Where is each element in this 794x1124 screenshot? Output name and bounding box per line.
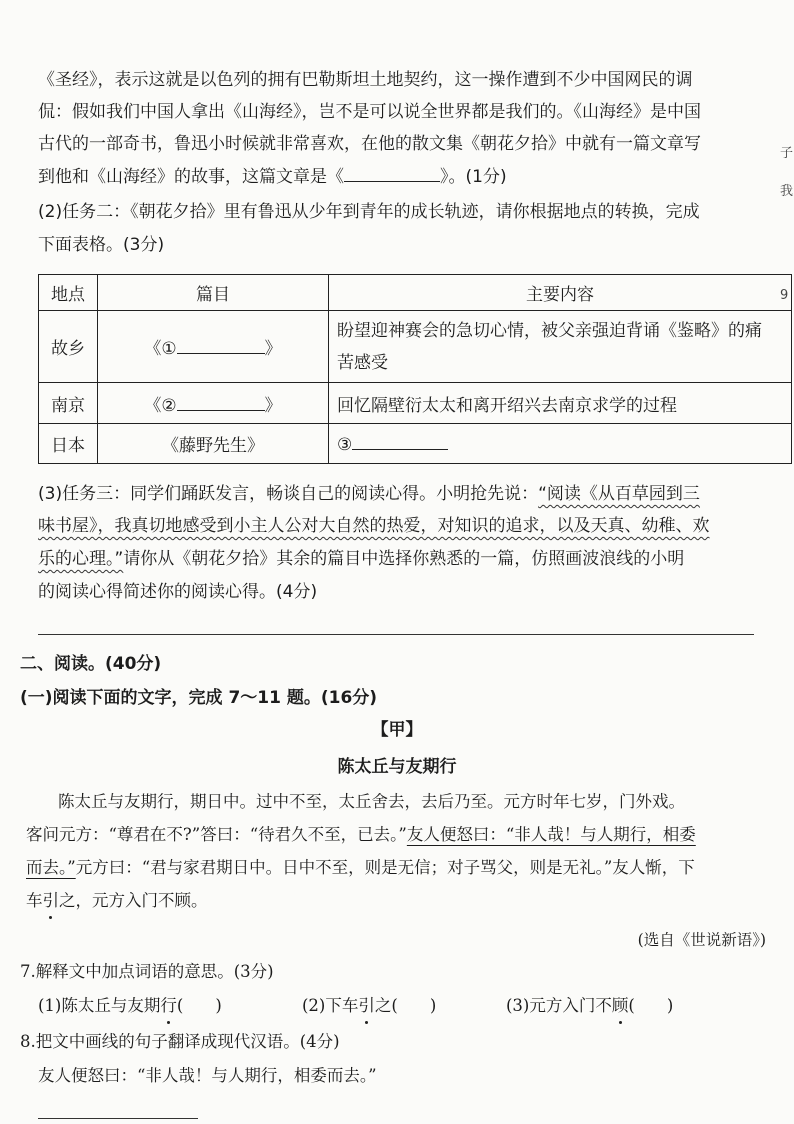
task3-line-1 [38,482,700,506]
row1-title-close: 》 [264,339,282,359]
essay-title: 陈太丘与友期行 [337,757,457,777]
passage-mark: 【甲】 [371,720,423,740]
wavy-quote-1: “阅读《从百草园到三 [538,484,700,504]
row3-title: 《藤野先生》 [98,424,329,464]
table-row [39,311,792,383]
table-header-row [39,275,792,311]
q8-sentence: 友人便怒曰：“非人哉！与人期行，相委而去。” [38,1066,377,1085]
q7-item-2-pre: (2)下车 [302,996,359,1015]
row1-place: 故乡 [39,311,98,383]
underlined-sentence-1: 友人便怒曰：“非人哉！与人期行，相委 [406,825,696,844]
dotted-word-xing: 行 [160,996,177,1015]
intro-line-2: 侃：假如我们中国人拿出《山海经》，岂不是可以说全世界都是我们的。《山海经》是中国 [38,102,701,122]
row1-title [98,311,329,383]
row2-title-blank[interactable] [177,393,265,411]
underlined-sentence-2: 而去。” [26,858,76,877]
edge-mark-3: 9 [780,288,789,303]
row3-content-blank[interactable] [352,432,448,450]
wavy-quote-2: 味书屋》，我真切地感受到小主人公对大自然的热爱，对知识的追求，以及天真、幼稚、欢 [38,516,710,536]
q7-item-1-close: ) [215,996,222,1015]
classical-line-3-text: 元方曰：“君与家君期日中。日中不至，则是无信；对子骂父，则是无礼。”友人惭，下 [75,858,695,877]
classical-line-2 [26,823,696,847]
source-note: (选自《世说新语》) [637,931,766,949]
row1-content-line-1: 盼望迎神赛会的急切心情，被父亲强迫背诵《鉴略》的痛 [337,320,762,341]
row3-content [329,424,792,464]
task3-line-1-text: (3)任务三：同学们踊跃发言，畅谈自己的阅读心得。小明抢先说： [38,484,539,504]
q8-stem: 8.把文中画线的句子翻译成现代汉语。(4分) [20,1032,340,1051]
task3-line-4: 的阅读心得简述你的阅读心得。(4分) [38,582,318,602]
row2-place: 南京 [39,383,98,424]
q7-item-3-pre: (3)元方入门不 [506,996,612,1015]
q7-item-2 [302,994,436,1018]
intro-line-3: 古代的一部奇书，鲁迅小时候就非常喜欢，在他的散文集《朝花夕拾》中就有一篇文章写 [38,134,701,154]
q8-answer-line[interactable] [38,1118,198,1119]
q7-item-1 [38,994,222,1018]
edge-mark-2: 我 [780,184,794,199]
intro-line-4-tail: 》。(1分) [440,167,507,187]
edge-mark-1: 子 [780,146,794,161]
classical-line-3 [26,856,695,880]
section2-subtitle: (一)阅读下面的文字，完成 7～11 题。(16分) [20,688,378,708]
row1-title-open: 《① [144,339,177,359]
dotted-word-yin: 引 [42,891,59,910]
task2-line-2: 下面表格。(3分) [38,235,165,255]
intro-line-1: 《圣经》，表示这就是以色列的拥有巴勒斯坦土地契约，这一操作遭到不少中国网民的调 [38,70,693,90]
row2-title-open: 《② [144,395,177,416]
row2-title [98,383,329,424]
row1-title-blank[interactable] [177,336,265,354]
intro-line-4 [38,164,507,189]
q7-item-1-pre: (1)陈太丘与友期 [38,996,161,1015]
q7-item-2-close: ) [429,996,437,1015]
answer-line[interactable] [38,634,754,635]
q7-item-3-close: ) [666,996,674,1015]
q7-item-3-open: ( [628,996,635,1015]
classical-line-4 [26,889,208,913]
row1-content [329,311,792,383]
q7-item-3 [506,994,673,1018]
section2-title: 二、阅读。(40分) [20,654,162,674]
q7-item-1-open: ( [176,996,184,1015]
row1-content-line-2: 苦感受 [337,352,388,373]
header-title: 篇目 [98,275,329,311]
classical-line-4-post: 之，元方入门不顾。 [59,891,208,910]
table-row [39,424,792,464]
dotted-word-gu: 顾 [611,996,629,1015]
answer-blank[interactable] [344,164,440,182]
classical-line-4-pre: 车 [26,891,43,910]
header-content: 主要内容 [329,275,792,311]
dotted-word-yin-2: 引 [358,996,375,1015]
classical-line-2-text: 客问元方：“尊君在不?”答曰：“待君久不至，已去。” [26,825,407,844]
q7-stem: 7.解释文中加点词语的意思。(3分) [20,962,274,981]
row2-title-close: 》 [264,395,282,416]
task3-line-3-text: 请你从《朝花夕拾》其余的篇目中选择你熟悉的一篇，仿照画波浪线的小明 [123,549,685,569]
header-place: 地点 [39,275,98,311]
classical-line-1: 陈太丘与友期行，期日中。过中不至，太丘舍去，去后乃至。元方时年七岁，门外戏。 [58,792,685,811]
row2-content: 回忆隔壁衍太太和离开绍兴去南京求学的过程 [329,383,792,424]
row3-place: 日本 [39,424,98,464]
task2-line-1: (2)任务二：《朝花夕拾》里有鲁迅从少年到青年的成长轨迹，请你根据地点的转换，完成 [38,202,700,222]
books-table [38,274,792,464]
wavy-quote-3: 乐的心理。” [38,549,124,569]
q7-item-2-open: 之( [374,996,398,1015]
intro-line-4-text: 到他和《山海经》的故事，这篇文章是《 [38,167,344,187]
task3-line-3 [38,547,684,571]
table-row [39,383,792,424]
row3-content-mark: ③ [337,435,353,455]
